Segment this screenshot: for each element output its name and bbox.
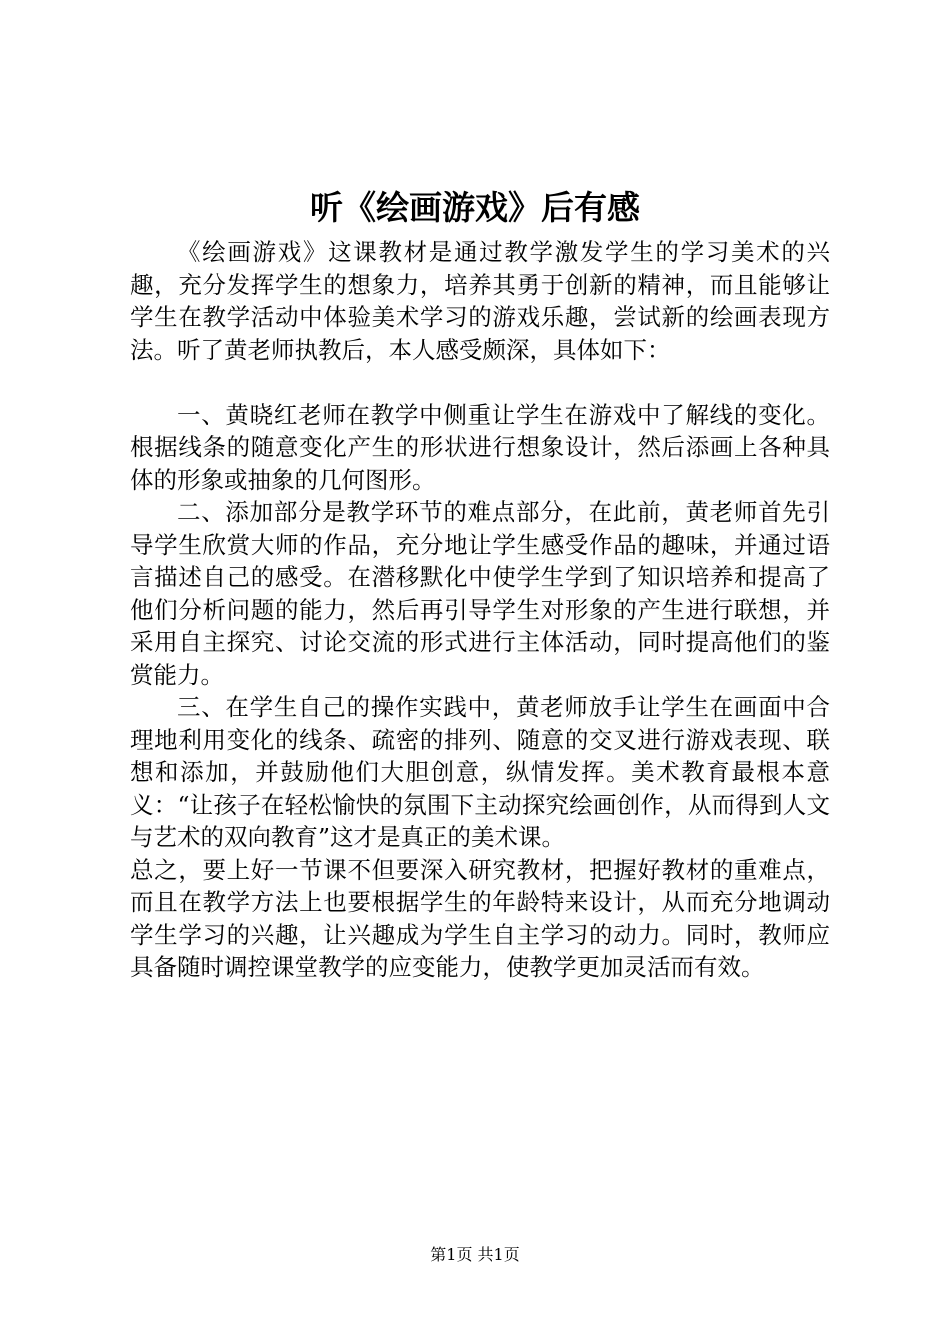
paragraph-point-two: 二、添加部分是教学环节的难点部分，在此前，黄老师首先引导学生欣赏大师的作品，充分地让学生感受作品的趣味，并通过语言描述自己的感受。在潜移默化中使学生学到了知识培养和提高了他们分析问题的能力，然后再引导学生对形象的产生进行联想，并采用自主探究、讨论交流的形式进行主体活动，同时提高他们的鉴赏能力。 bbox=[130, 498, 830, 689]
paragraph-point-one: 一、黄晓红老师在教学中侧重让学生在游戏中了解线的变化。根据线条的随意变化产生的形状进行想象设计，然后添画上各种具体的形象或抽象的几何图形。 bbox=[130, 400, 830, 494]
document-body bbox=[130, 236, 830, 984]
paragraph-summary: 总之，要上好一节课不但要深入研究教材，把握好教材的重难点，而且在教学方法上也要根据学生的年龄特来设计，从而充分地调动学生学习的兴趣，让兴趣成为学生自主学习的动力。同时，教师应具备随时调控课堂教学的应变能力，使教学更加灵活而有效。 bbox=[130, 855, 830, 981]
blank-line bbox=[130, 366, 830, 399]
page-title: 听《绘画游戏》后有感 bbox=[310, 188, 640, 227]
paragraph-point-three: 三、在学生自己的操作实践中，黄老师放手让学生在画面中合理地利用变化的线条、疏密的排列、随意的交叉进行游戏表现、联想和添加，并鼓励他们大胆创意，纵情发挥。美术教育最根本意义：“让孩子在轻松愉快的氛围下主动探究绘画创作，从而得到人文与艺术的双向教育”这才是真正的美术课。 bbox=[130, 693, 830, 851]
paragraph-intro: 《绘画游戏》这课教材是通过教学激发学生的学习美术的兴趣，充分发挥学生的想象力，培养其勇于创新的精神，而且能够让学生在教学活动中体验美术学习的游戏乐趣，尝试新的绘画表现方法。听了黄老师执教后，本人感受颇深，具体如下： bbox=[130, 238, 830, 364]
page-footer: 第1页 共1页 bbox=[430, 1245, 520, 1264]
